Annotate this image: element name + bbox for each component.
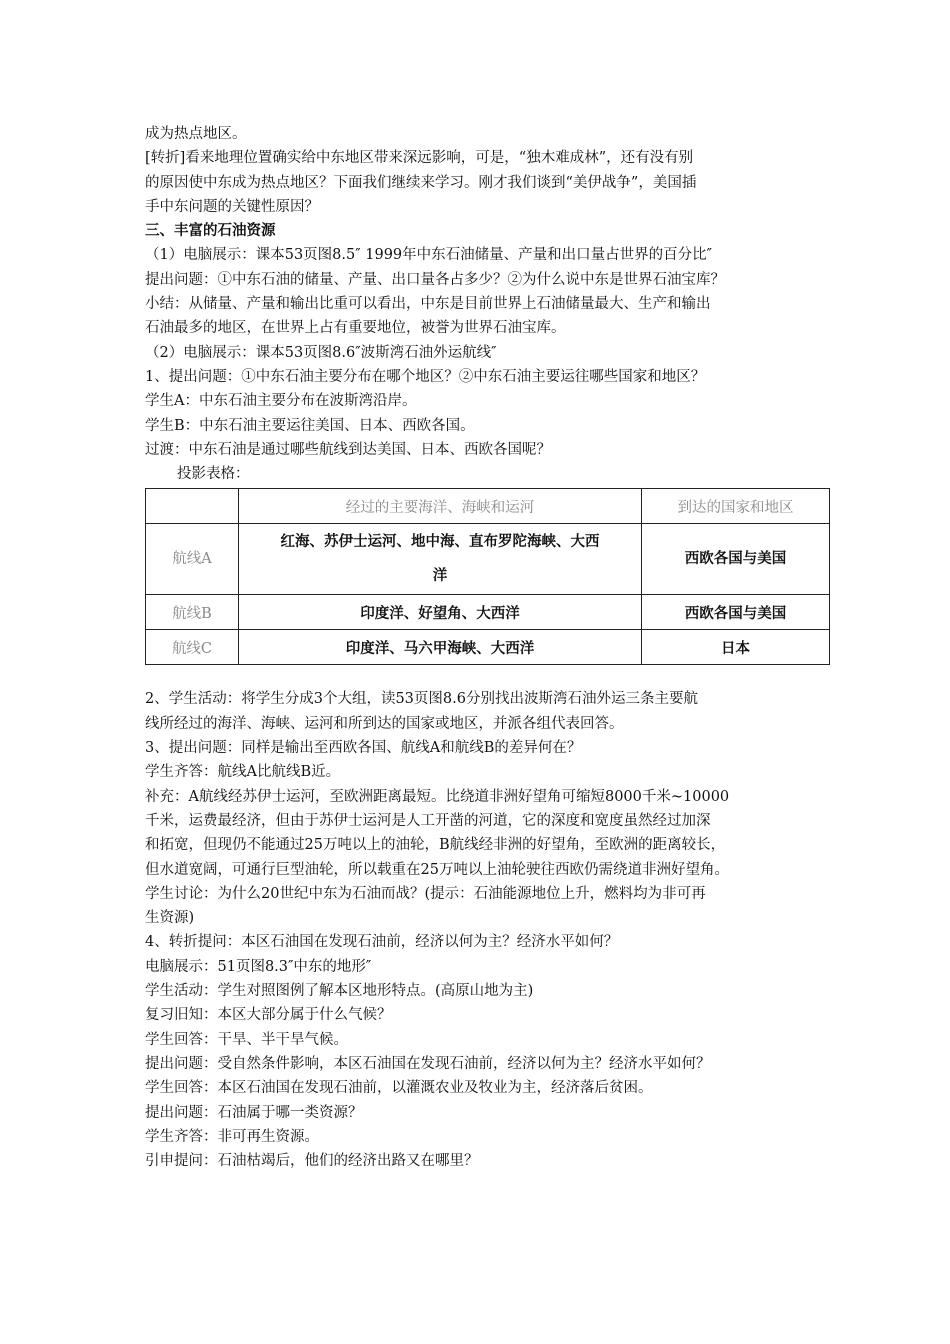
text-line: 1、提出问题：①中东石油主要分布在哪个地区？②中东石油主要运往哪些国家和地区？ <box>145 368 706 385</box>
text-line: 但水道宽阔，可通行巨型油轮，所以载重在25万吨以上油轮驶往西欧仍需绕道非洲好望角。 <box>145 861 729 878</box>
text-line: 引申提问：石油枯竭后，他们的经济出路又在哪里？ <box>145 1153 479 1170</box>
text-line: （2）电脑展示：课本53页图8.6″波斯湾石油外运航线″ <box>145 344 497 361</box>
text-line: 的原因使中东成为热点地区？下面我们继续来学习。刚才我们谈到“美伊战争”，美国插 <box>145 174 697 191</box>
text-line: 学生B：中东石油主要运往美国、日本、西欧各国。 <box>145 417 475 434</box>
section-heading: 三、丰富的石油资源 <box>145 223 276 240</box>
text-line: 电脑展示：51页图8.3″中东的地形″ <box>145 958 372 975</box>
document-page <box>145 122 825 1173</box>
shipping-route-table <box>145 488 830 665</box>
text-line: 4、转折提问：本区石油国在发现石油前，经济以何为主？经济水平如何？ <box>145 934 619 951</box>
text-line: 2、学生活动：将学生分成3个大组，读53页图8.6分别找出波斯湾石油外运三条主要航 <box>145 691 698 708</box>
table-caption: 投影表格： <box>177 466 250 483</box>
text-line: 学生齐答：非可再生资源。 <box>145 1128 319 1145</box>
route-text-line: 洋 <box>432 568 448 585</box>
header-cell-destination: 到达的国家和地区 <box>642 489 830 524</box>
text-line: 千米，运费最经济，但由于苏伊士运河是人工开凿的河道，它的深度和宽度虽然经过加深 <box>145 812 711 829</box>
text-line: 提出问题：①中东石油的储量、产量、出口量各占多少？②为什么说中东是世界石油宝库？ <box>145 271 725 288</box>
table-row <box>146 524 830 595</box>
text-line: （1）电脑展示：课本53页图8.5″ 1999年中东石油储量、产量和出口量占世界的百分比″ <box>145 247 713 264</box>
text-line: 生资源) <box>145 910 195 927</box>
text-line: 和拓宽，但现仍不能通过25万吨以上的油轮，B航线经非洲的好望角，至欧洲的距离较长， <box>145 837 726 854</box>
route-label-cell: 航线A <box>146 524 239 595</box>
text-line: 3、提出问题：同样是输出至西欧各国、航线A和航线B的差异何在？ <box>145 740 582 757</box>
text-line: 学生回答：干旱、半干旱气候。 <box>145 1031 348 1048</box>
route-cell: 印度洋、马六甲海峡、大西洋 <box>239 630 642 665</box>
destination-cell: 日本 <box>642 630 830 665</box>
text-line: 过渡：中东石油是通过哪些航线到达美国、日本、西欧各国呢？ <box>145 441 551 458</box>
table-header-row <box>146 489 830 524</box>
text-line: 石油最多的地区，在世界上占有重要地位，被誉为世界石油宝库。 <box>145 320 566 337</box>
table-row <box>146 630 830 665</box>
text-line: 提出问题：石油属于哪一类资源？ <box>145 1104 363 1121</box>
header-cell-route: 经过的主要海洋、海峡和运河 <box>239 489 642 524</box>
text-line: 复习旧知：本区大部分属于什么气候？ <box>145 1007 392 1024</box>
route-cell: 印度洋、好望角、大西洋 <box>239 595 642 630</box>
top-paragraphs <box>145 122 825 486</box>
text-line: 手中东问题的关键性原因？ <box>145 198 319 215</box>
text-line: 学生讨论：为什么20世纪中东为石油而战？(提示：石油能源地位上升，燃料均为非可再 <box>145 885 706 902</box>
text-line: 提出问题：受自然条件影响，本区石油国在发现石油前，经济以何为主？经济水平如何？ <box>145 1055 711 1072</box>
route-cell <box>239 524 642 595</box>
route-label-cell: 航线C <box>146 630 239 665</box>
route-text-line: 红海、苏伊士运河、地中海、直布罗陀海峡、大西 <box>280 534 600 551</box>
destination-cell: 西欧各国与美国 <box>642 595 830 630</box>
route-label-cell: 航线B <box>146 595 239 630</box>
text-line: 小结：从储量、产量和输出比重可以看出，中东是目前世界上石油储量最大、生产和输出 <box>145 296 711 313</box>
text-line: 线所经过的海洋、海峡、运河和所到达的国家或地区，并派各组代表回答。 <box>145 715 624 732</box>
text-line: 学生活动：学生对照图例了解本区地形特点。(高原山地为主) <box>145 983 534 1000</box>
destination-cell: 西欧各国与美国 <box>642 524 830 595</box>
text-line: 补充：A航线经苏伊士运河，至欧洲距离最短。比绕道非洲好望角可缩短8000千米~10000 <box>145 788 730 805</box>
bottom-paragraphs <box>145 687 825 1173</box>
table-row <box>146 595 830 630</box>
header-cell-empty <box>146 489 239 524</box>
text-line: 学生齐答：航线A比航线B近。 <box>145 764 341 781</box>
text-line: 学生A：中东石油主要分布在波斯湾沿岸。 <box>145 393 417 410</box>
text-line: 成为热点地区。 <box>145 126 247 142</box>
text-line: [转折]看来地理位置确实给中东地区带来深远影响，可是，“独木难成林”，还有没有别 <box>145 150 694 167</box>
text-line: 学生回答：本区石油国在发现石油前，以灌溉农业及牧业为主，经济落后贫困。 <box>145 1080 653 1097</box>
